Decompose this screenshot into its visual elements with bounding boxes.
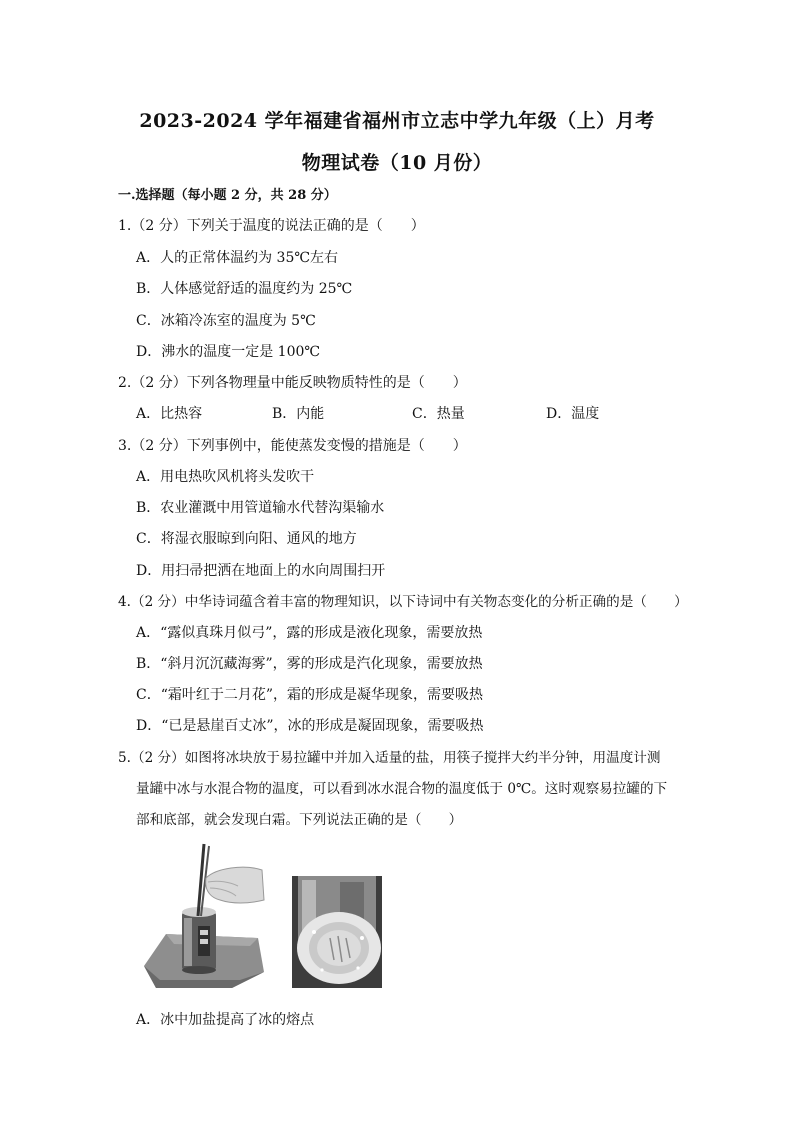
question-2-stem: 2.（2 分）下列各物理量中能反映物质特性的是（ ） bbox=[118, 375, 467, 391]
exam-title-line1: 2023-2024 学年福建省福州市立志中学九年级（上）月考 bbox=[139, 110, 655, 132]
question-3-option-b: B．农业灌溉中用管道输水代替沟渠输水 bbox=[136, 500, 385, 516]
question-1-option-d: D．沸水的温度一定是 100℃ bbox=[136, 344, 321, 360]
can-stirring-photo bbox=[140, 842, 268, 992]
question-3-stem: 3.（2 分）下列事例中，能使蒸发变慢的措施是（ ） bbox=[118, 438, 467, 454]
question-5-stem-line1: 5.（2 分）如图将冰块放于易拉罐中并加入适量的盐，用筷子搅拌大约半分钟，用温度计测 bbox=[118, 750, 661, 766]
question-4-option-b: B．“斜月沉沉藏海雾”，雾的形成是汽化现象，需要放热 bbox=[136, 656, 483, 672]
question-4-option-c: C．“霜叶红于二月花”，霜的形成是凝华现象，需要吸热 bbox=[136, 687, 484, 703]
question-1-option-c: C．冰箱冷冻室的温度为 5℃ bbox=[136, 313, 316, 329]
section-heading: 一.选择题（每小题 2 分，共 28 分） bbox=[118, 188, 337, 203]
question-5-stem-line3: 部和底部，就会发现白霜。下列说法正确的是（ ） bbox=[136, 812, 463, 828]
question-4-option-a: A．“露似真珠月似弓”，露的形成是液化现象，需要放热 bbox=[136, 625, 483, 641]
can-bottom-frost-photo bbox=[292, 876, 382, 988]
question-3-option-c: C．将湿衣服晾到向阳、通风的地方 bbox=[136, 531, 357, 547]
question-5-option-a: A．冰中加盐提高了冰的熔点 bbox=[136, 1012, 315, 1028]
question-4-stem: 4.（2 分）中华诗词蕴含着丰富的物理知识，以下诗词中有关物态变化的分析正确的是（ ） bbox=[118, 594, 688, 610]
question-2-option-b: B．内能 bbox=[272, 406, 325, 422]
question-1-option-a: A．人的正常体温约为 35℃左右 bbox=[136, 250, 339, 266]
question-3-option-d: D．用扫帚把洒在地面上的水向周围扫开 bbox=[136, 563, 386, 579]
question-2-option-d: D．温度 bbox=[546, 406, 600, 422]
exam-title-line2: 物理试卷（10 月份） bbox=[301, 152, 493, 174]
question-2-option-c: C．热量 bbox=[412, 406, 465, 422]
question-5-stem-line2: 量罐中冰与水混合物的温度，可以看到冰水混合物的温度低于 0℃。这时观察易拉罐的下 bbox=[136, 781, 668, 797]
question-1-option-b: B．人体感觉舒适的温度约为 25℃ bbox=[136, 281, 353, 297]
question-1-stem: 1.（2 分）下列关于温度的说法正确的是（ ） bbox=[118, 218, 425, 234]
question-2-options bbox=[0, 404, 794, 424]
question-4-option-d: D．“已是悬崖百丈冰”，冰的形成是凝固现象，需要吸热 bbox=[136, 718, 484, 734]
question-3-option-a: A．用电热吹风机将头发吹干 bbox=[136, 469, 315, 485]
question-2-option-a: A．比热容 bbox=[136, 406, 203, 422]
